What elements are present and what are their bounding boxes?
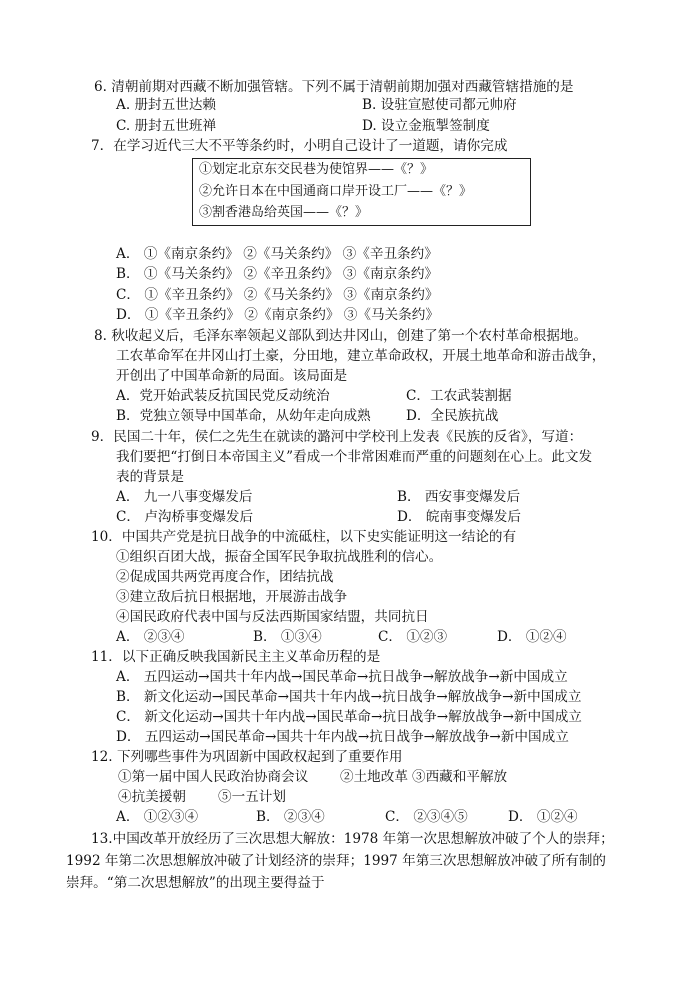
q12-item: ①第一届中国人民政治协商会议	[118, 769, 309, 785]
q9-stem: 9．民国二十年，侯仁之先生在就读的潞河中学校刊上发表《民族的反省》，写道：	[91, 429, 583, 445]
q12-option-a: A． ①②③④	[116, 809, 199, 825]
q7-box-item: ②允许日本在中国通商口岸开设工厂——《？》	[199, 184, 473, 199]
q13-stem: 1992 年第二次思想解放冲破了计划经济的崇拜；1997 年第三次思想解放冲破了所有制的	[66, 853, 607, 869]
q13-stem: 崇拜。“第二次思想解放”的出现主要得益于	[66, 875, 325, 891]
q12-option-d: D． ①②④	[508, 809, 578, 825]
q9-option-c: C． 卢沟桥事变爆发后	[116, 509, 254, 525]
q6-option-c: C. 册封五世班禅	[116, 118, 217, 134]
q10-item: ④国民政府代表中国与反法西斯国家结盟，共同抗日	[116, 609, 429, 625]
q12-item: ⑤一五计划	[218, 789, 286, 805]
q7-box-item: ③割香港岛给英国——《？》	[199, 205, 369, 220]
q10-item: ③建立敌后抗日根据地，开展游击战争	[116, 589, 348, 605]
q12-item: ④抗美援朝	[118, 789, 186, 805]
q9-stem: 我们要把“打倒日本帝国主义”看成一个非常困难而严重的问题刻在心上。此文发	[116, 449, 593, 465]
q6-option-a: A. 册封五世达赖	[116, 97, 217, 113]
q7-option-a: A． ①《南京条约》 ②《马关条约》 ③《辛丑条约》	[116, 246, 438, 262]
q12-item: ②土地改革	[340, 769, 408, 785]
q10-stem: 10．中国共产党是抗日战争的中流砥柱，以下史实能证明这一结论的有	[91, 529, 517, 545]
q10-option-d: D． ①②④	[497, 629, 567, 645]
q7-stem: 7．在学习近代三大不平等条约时，小明自己设计了一道题，请你完成	[91, 138, 508, 154]
q11-option-d: D． 五四运动→国民革命→国共十年内战→抗日战争→解放战争→新中国成立	[116, 729, 569, 745]
q6-option-d: D. 设立金瓶掣签制度	[362, 118, 490, 134]
q10-item: ②促成国共两党再度合作，团结抗战	[116, 569, 334, 585]
q7-box-item: ①划定北京东交民巷为使馆界——《？》	[199, 162, 434, 177]
q10-option-b: B． ①③④	[253, 629, 322, 645]
q10-item: ①组织百团大战，振奋全国军民争取抗战胜利的信心。	[116, 549, 443, 565]
q12-option-c: C． ②③④⑤	[385, 809, 468, 825]
q8-option-b: B．党独立领导中国革命，从幼年走向成熟	[116, 408, 371, 424]
q12-option-b: B． ②③④	[256, 809, 325, 825]
q12-item: ③西藏和平解放	[412, 769, 508, 785]
q9-option-d: D． 皖南事变爆发后	[397, 509, 521, 525]
q11-option-b: B． 新文化运动→国民革命→国共十年内战→抗日战争→解放战争→新中国成立	[116, 689, 582, 705]
q6-option-b: B. 设驻宣慰使司都元帅府	[362, 97, 517, 113]
q8-option-a: A．党开始武装反抗国民党反动统治	[116, 388, 330, 404]
q8-stem: 工农革命军在井冈山打土豪，分田地，建立革命政权，开展土地革命和游击战争，	[116, 348, 606, 364]
q7-option-c: C． ①《辛丑条约》 ②《马关条约》 ③《南京条约》	[116, 287, 439, 303]
q9-stem: 表的背景是	[116, 469, 184, 485]
q7-option-b: B． ①《马关条约》 ②《辛丑条约》 ③《南京条约》	[116, 266, 439, 282]
q7-question-box	[192, 158, 531, 226]
q8-option-c: C．工农武装割据	[406, 388, 512, 404]
q10-option-c: C． ①②③	[378, 629, 448, 645]
q8-stem: 8. 秋收起义后，毛泽东率领起义部队到达井冈山，创建了第一个农村革命根据地。	[94, 328, 588, 344]
q6-stem: 6. 清朝前期对西藏不断加强管辖。下列不属于清朝前期加强对西藏管辖措施的是	[94, 79, 574, 95]
q11-option-a: A． 五四运动→国共十年内战→国民革命→抗日战争→解放战争→新中国成立	[116, 669, 568, 685]
q8-option-d: D．全民族抗战	[406, 408, 499, 424]
q11-option-c: C． 新文化运动→国共十年内战→国民革命→抗日战争→解放战争→新中国成立	[116, 709, 582, 725]
q10-option-a: A． ②③④	[116, 629, 185, 645]
q11-stem: 11．以下正确反映我国新民主主义革命历程的是	[91, 649, 381, 665]
q13-stem: 13.中国改革开放经历了三次思想大解放：1978 年第一次思想解放冲破了个人的崇拜；	[91, 831, 614, 847]
q8-stem: 开创出了中国革命新的局面。该局面是	[116, 368, 348, 384]
q7-option-d: D． ①《辛丑条约》 ②《南京条约》 ③《马关条约》	[116, 307, 439, 323]
q9-option-a: A． 九一八事变爆发后	[116, 489, 253, 505]
q9-option-b: B． 西安事变爆发后	[397, 489, 521, 505]
q12-stem: 12. 下列哪些事件为巩固新中国政权起到了重要作用	[91, 749, 403, 765]
